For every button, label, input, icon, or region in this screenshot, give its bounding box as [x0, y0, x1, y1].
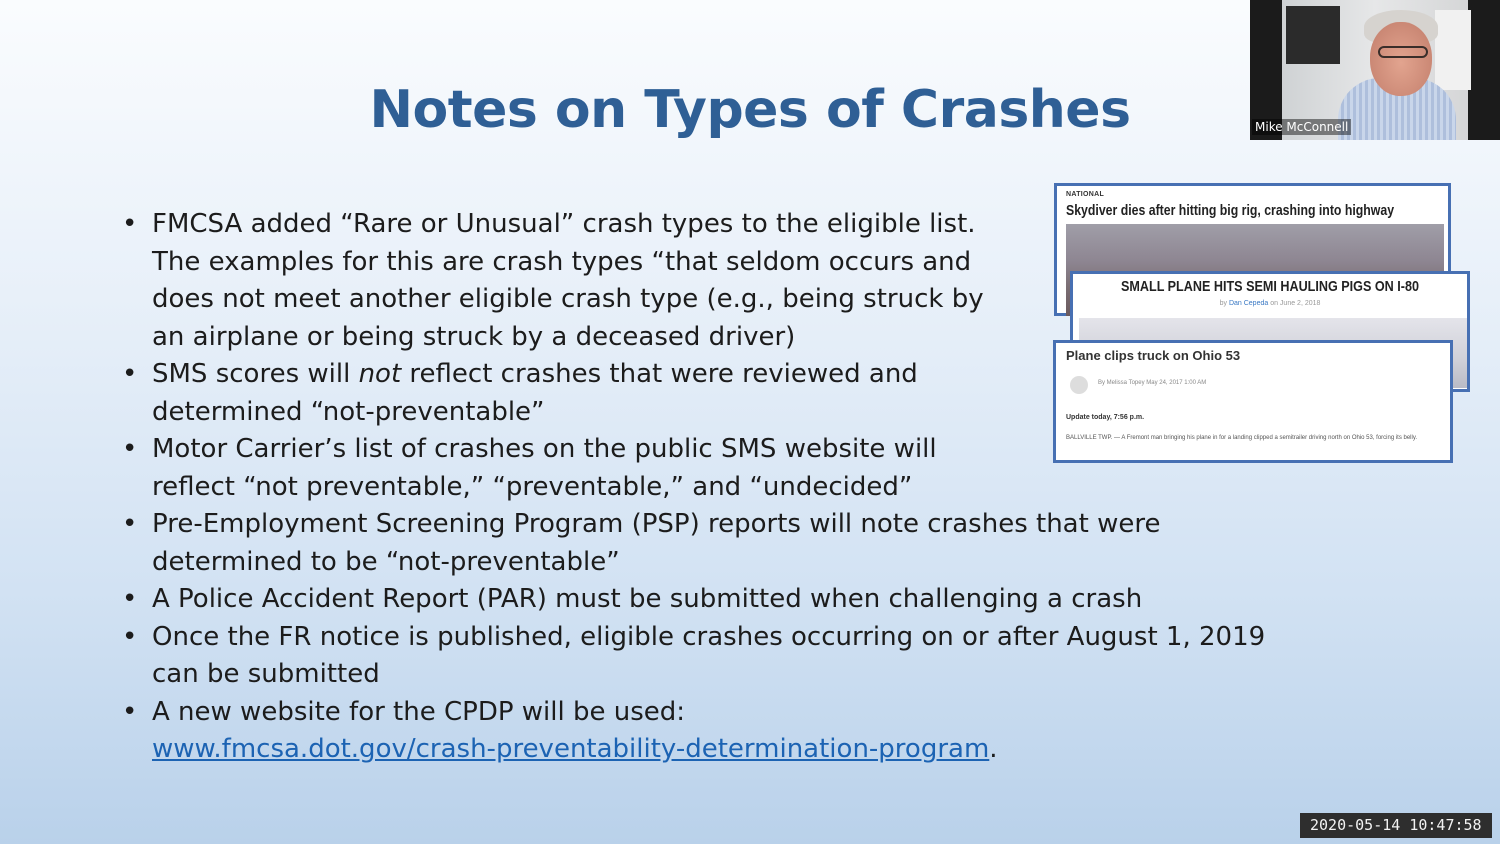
clipping-byline	[1073, 300, 1467, 307]
bullet-psp	[122, 506, 1302, 581]
bullet-par	[122, 581, 1302, 619]
bullet-dot: •	[122, 434, 138, 464]
recording-timestamp: 2020-05-14 10:47:58	[1300, 813, 1492, 838]
bullet-fr-notice	[122, 619, 1302, 694]
slide-title: Notes on Types of Crashes	[369, 80, 1131, 140]
bullet-text: SMS scores will	[152, 359, 359, 389]
bullet-dot: •	[122, 509, 138, 539]
video-background-window	[1435, 10, 1471, 90]
clipping-kicker: NATIONAL	[1066, 191, 1105, 198]
clipping-headline: Plane clips truck on Ohio 53	[1066, 348, 1241, 363]
byline-prefix: by	[1219, 300, 1229, 307]
bullet-text: FMCSA added “Rare or Unusual” crash types to the eligible list. The examples for this are crash types “that seldom occurs and does not meet another eligible crash type (e.g., being struck by an airplane or being struck by a deceased driver)	[152, 209, 984, 352]
participant-face	[1370, 22, 1432, 96]
clipping-update: Update today, 7:56 p.m.	[1066, 414, 1145, 421]
bullet-text: reflect crashes that were reviewed and determined “not-preventable”	[152, 359, 918, 427]
bullet-text: A Police Accident Report (PAR) must be submitted when challenging a crash	[152, 584, 1143, 614]
byline-date: on June 2, 2018	[1268, 300, 1321, 307]
bullet-dot: •	[122, 359, 138, 389]
byline-author: Dan Cepeda	[1228, 300, 1269, 307]
bullet-motor-carrier	[122, 431, 1012, 506]
bullet-text: Pre-Employment Screening Program (PSP) reports will note crashes that were determined to be “not-preventable”	[152, 509, 1161, 577]
bullet-dot: •	[122, 209, 138, 239]
clipping-body: BALLVILLE TWP. — A Fremont man bringing his plane in for a landing clipped a semitrailer driving north on Ohio 53, forcing its belly.	[1066, 435, 1418, 441]
participant-name-label: Mike McConnell	[1252, 119, 1351, 135]
clipping-headline: SMALL PLANE HITS SEMI HAULING PIGS ON I-80	[1120, 278, 1419, 295]
bullet-dot: •	[122, 621, 138, 652]
participant-video-tile[interactable]	[1250, 0, 1500, 140]
bullet-sms-scores	[122, 356, 1012, 431]
bullet-rare-unusual	[122, 206, 1012, 356]
bullet-dot: •	[122, 584, 138, 614]
bullet-text: Motor Carrier’s list of crashes on the public SMS website will reflect “not preventable,” “preventable,” and “undecided”	[152, 434, 937, 502]
video-background-tv	[1286, 6, 1340, 64]
link-period: .	[989, 734, 998, 764]
participant-glasses	[1378, 46, 1428, 58]
bullet-text: Once the FR notice is published, eligible crashes occurring on or after August 1, 2019 can be submitted	[152, 621, 1266, 689]
emphasis-not: not	[358, 359, 402, 389]
cpdp-website-link[interactable]: www.fmcsa.dot.gov/crash-preventability-determination-program	[152, 734, 990, 764]
clipping-byline: By Melissa Topey May 24, 2017 1:00 AM	[1098, 380, 1207, 386]
bullet-website	[122, 694, 1302, 769]
bullet-text: A new website for the CPDP will be used:	[152, 696, 686, 727]
clipping-headline: Skydiver dies after hitting big rig, crashing into highway	[1066, 202, 1395, 219]
bullet-dot: •	[122, 696, 138, 727]
news-clipping-ohio-53	[1053, 340, 1453, 463]
author-avatar	[1070, 376, 1088, 394]
